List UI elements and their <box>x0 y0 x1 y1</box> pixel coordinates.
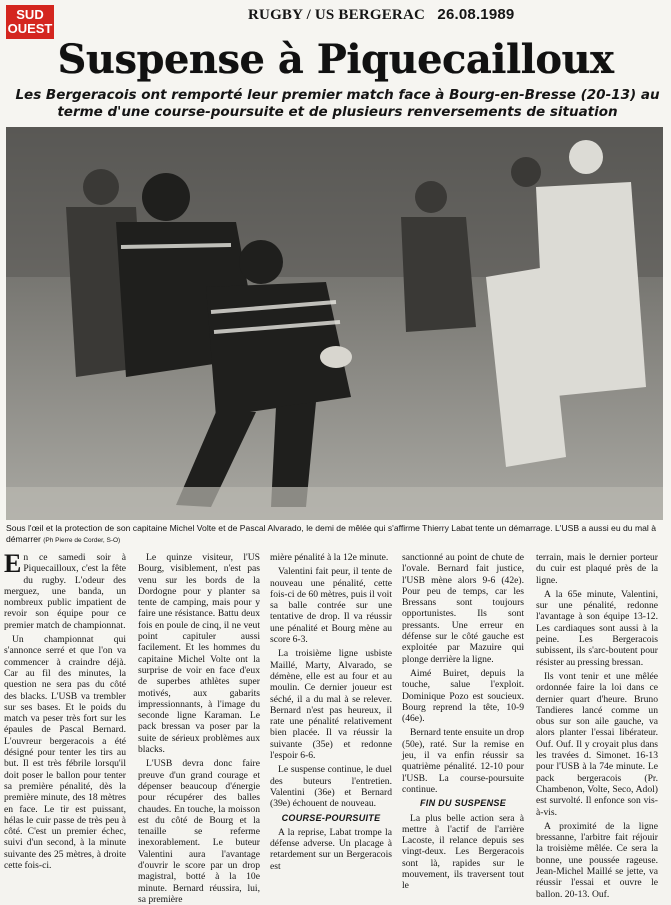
photo-credit: (Ph Pierre de Corder, S-O) <box>43 537 121 544</box>
rugby-match-photo <box>6 127 663 520</box>
paragraph: La plus belle action sera à mettre à l'actif de l'arrière Lacoste, il relance depuis ses vingt-deux. Les Bergeracois sont là, rapides sur le mouvement, ils traversent tout le <box>402 812 524 892</box>
paragraph: Un championnat qui s'annonce serré et que l'on va commencer à craindre déjà. Car au fil des minutes, la question ne sera pas du côté des blacks. L'USB va trembler sur ses bases. Et le poids du match va peser très fort sur les épaules de Pascal Bernard. L'ouvreur bergeracois a été désigné pour tenter les tirs au but. Il est très fébrile lorsqu'il doit poser le ballon pour tenter sa première pénalité, dès la première minute, des 18 mètres en face. Le tir est puissant, hélas le cuir passe de très peu à côté. C'est un premier échec, suivi d'un second, à la minute suivante des 25 mètres, à droite cette fois-ci. <box>4 634 126 872</box>
article-column-1 <box>4 549 126 872</box>
paragraph <box>4 549 126 631</box>
paragraph: sanctionné au point de chute de l'ovale. Bernard fait justice, l'USB mène alors 9-6 (42e). Pour peu de temps, car les Bressans sont toujours opportunistes. Ils sont pressants. Une erreur en défense sur le côté gauche est exploitée par Mazuire qui plonge derrière la ligne. <box>402 552 524 665</box>
paragraph: Ils vont tenir et une mêlée ordonnée faire la loi dans ce dernier quart d'heure. Bruno Tandieres lancé comme un obus sur son aile gauche, va alors planter l'essai libérateur. Ouf. Ouf. Il y croyait plus dans les travées d. Simonet. 16-13 pour l'USB à la 74e minute. Le pack bergeracois (Pr. Chambenon, Volte, Seco, Adol) est survolté. Il enfonce son vis-à-vis. <box>536 670 658 818</box>
article-column-3 <box>270 552 392 872</box>
publication-date: 26.08.1989 <box>437 6 515 23</box>
deck-subheadline: Les Bergeracois ont remporté leur premier match face à Bourg-en-Bresse (20-13) au terme d'une course-poursuite et de plusieurs renversements de situation <box>15 87 660 120</box>
drop-cap: E <box>4 549 22 578</box>
paragraph-text: n ce samedi soir à Piquecailloux, c'est la fête du rugby. L'odeur des merguez, une banda, un nombreux public impatient de revoir son équipe pour ce premier match de championnat. <box>4 552 126 631</box>
paragraph: A proximité de la ligne bressanne, l'arbitre fait réjouir la troisième mêlée. Ce sera la bonne, une poussée rageuse. Jean-Michel Maillé se jette, va réussir l'essai et ouvre le ballon. 20-13. Ouf. <box>536 820 658 900</box>
subheading-course-poursuite: COURSE-POURSUITE <box>281 812 381 823</box>
paragraph: L'USB devra donc faire preuve d'un grand courage et dépenser beaucoup d'énergie pour récupérer des balles chaudes. En touche, la moisson est du côté de Bourg et la tenaille se referme inexorablement. Le buteur Valentini aura l'avantage d'ouvrir le score par un drop magistral, botté à la 10e minute. Bernard réussira, lui, sa première <box>138 758 260 905</box>
article-body <box>4 549 666 905</box>
paragraph: A la reprise, Labat trompe la défense adverse. Un placage à retardement sur un Bergeracois est <box>270 826 392 872</box>
section-label: RUGBY / US BERGERAC <box>248 7 426 23</box>
photo-caption <box>6 523 663 546</box>
subheading-fin-du-suspense: FIN DU SUSPENSE <box>419 798 506 809</box>
logo-line-2: OUEST <box>7 21 53 36</box>
section-kicker <box>248 6 514 24</box>
paragraph: terrain, mais le dernier porteur du cuir est plaqué près de la ligne. <box>536 552 658 586</box>
paragraph: Le quinze visiteur, l'US Bourg, visiblement, n'est pas venu sur les bords de la Dordogne pour y planter sa tente de camping, mais pour y faire une résistance. Battu deux fois en poule de cinq, il ne veut point capituler aussi facilement. Et les hommes du capitaine Michel Volte ont la surprise de voir en face d'eux de superbes athlètes super motivés, aux gabarits impressionnants, à l'image du seconde ligne Karaman. Le pack bressan va poser par la suite de sérieux problèmes aux blacks. <box>138 552 260 756</box>
article-column-4 <box>402 552 524 892</box>
article-column-2 <box>138 552 260 905</box>
caption-text: Sous l'œil et la protection de son capitaine Michel Volte et de Pascal Alvarado, le demi de mêlée qui s'affirme Thierry Labat tente un démarrage. L'USB a aussi eu du mal à démarrer <box>6 523 656 544</box>
paragraph: Bernard tente ensuite un drop (50e), raté. Sur la remise en jeu, il va enfin réussir sa quatrième pénalité. 12-10 pour l'USB. La course-poursuite continue. <box>402 727 524 795</box>
sud-ouest-logo <box>6 5 54 39</box>
paragraph: mière pénalité à la 12e minute. <box>270 552 389 563</box>
photo-illustration <box>6 127 663 520</box>
logo-line-1: SUD <box>16 7 44 22</box>
article-column-5 <box>536 552 658 900</box>
paragraph: La troisième ligne usbiste Maillé, Marty, Alvarado, se démène, elle est au four et au moulin. Ce dernier joueur est séché, il a du mal à se relever. Bernard n'est pas heureux, il rate une pénalité relativement bien placée. Il va réussir la suivante (35e) et redonne l'espoir 6-6. <box>270 648 392 762</box>
paragraph: Le suspense continue, le duel des buteurs l'entretien. Valentini (36e) et Bernard (39e) échouent de nouveau. <box>270 764 392 810</box>
paragraph: A la 65e minute, Valentini, sur une pénalité, redonne l'avantage à son équipe 13-12. Les cardiaques sont aussi à la peine. Les Bergeracois subissent, ils s'arc-boutent pour résister au pressing bressan. <box>536 588 658 668</box>
headline: Suspense à Piquecailloux <box>57 36 614 83</box>
paragraph: Valentini fait peur, il tente de nouveau une pénalité, cette fois-ci de 60 mètres, puis il voit sa balle contrée sur une tentative de drop. Il va réussir une pénalité et Bourg mène au score 6-3. <box>270 566 392 646</box>
paragraph: Aimé Buiret, depuis la touche, salue l'exploit. Dominique Pozo est soucieux. Bourg reprend la tête, 10-9 (46e). <box>402 667 524 725</box>
